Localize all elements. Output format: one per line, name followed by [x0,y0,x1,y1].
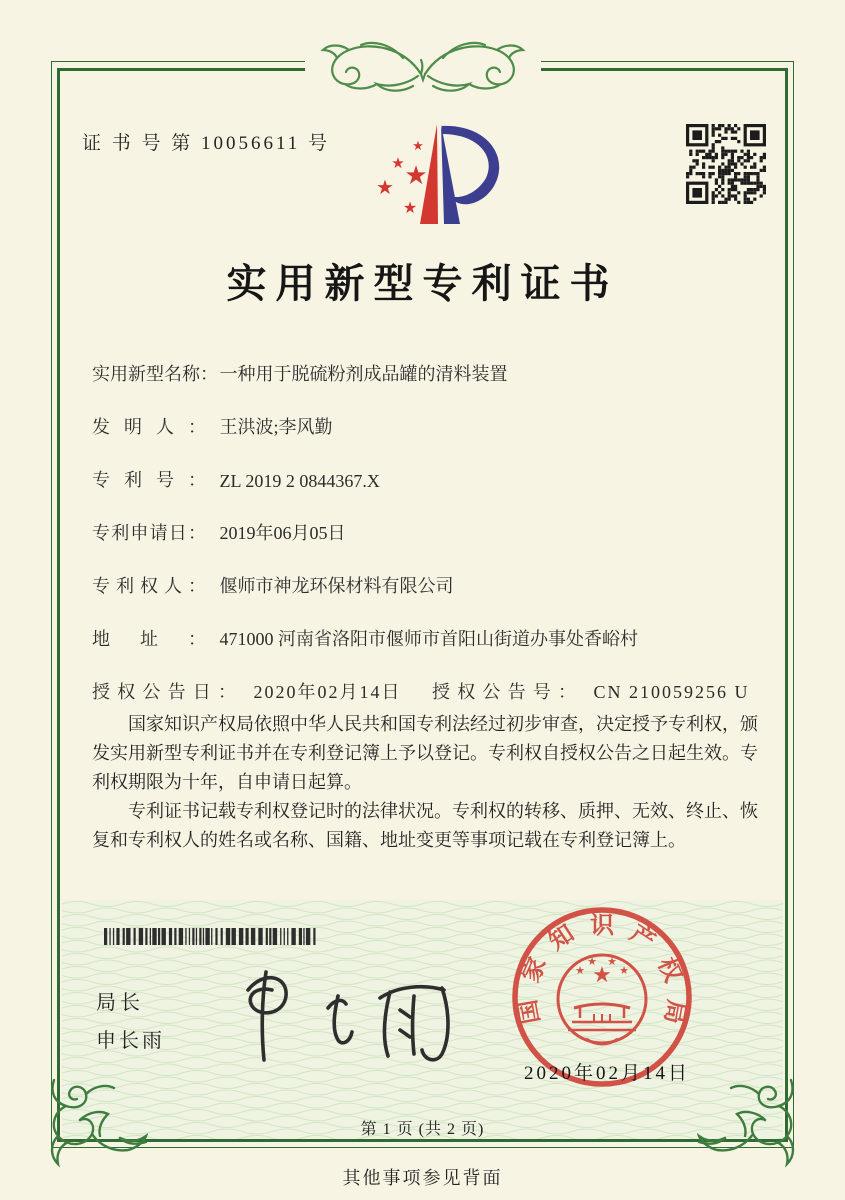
field-row [92,360,764,386]
field-row [92,466,764,492]
grant-date-label: 授权公告日： [92,682,238,702]
seal-date: 2020年02月14日 [524,1063,691,1084]
field-label: 专利权人： [92,576,206,596]
svg-text:★: ★ [412,138,424,153]
top-scroll-ornament [283,36,563,102]
field-row [92,413,764,439]
handwritten-signature [228,956,468,1068]
signer-title: 局长 [96,992,144,1014]
legal-paragraph-1: 国家知识产权局依照中华人民共和国专利法经过初步审查，决定授予专利权，颁发实用新型专利证书并在专利登记簿上予以登记。专利权自授权公告之日起生效。专利权期限为十年，自申请日起算。 [92,714,758,792]
field-label: 专利申请日： [92,523,206,543]
svg-text:★: ★ [376,177,394,199]
field-row [92,572,764,598]
certificate-number: 证 书 号 第 10056611 号 [82,133,331,154]
svg-text:权: 权 [652,953,686,987]
field-row [92,519,764,545]
qr-code [686,124,766,204]
legal-paragraph-2: 专利证书记载专利权登记时的法律状况。专利权的转移、质押、无效、终止、恢复和专利权人的姓名或名称、国籍、地址变更等事项记载在专利登记簿上。 [92,801,758,850]
grant-date-value: 2020年02月14日 [253,682,402,702]
svg-text:识: 识 [590,913,614,939]
svg-text:局: 局 [659,997,689,1026]
svg-text:★: ★ [402,200,418,217]
svg-text:★: ★ [404,161,428,190]
field-value: 偃师市神龙环保材料有限公司 [219,576,454,596]
cnipa-patent-logo-icon [358,118,508,232]
grant-number-label: 授权公告号： [432,682,578,702]
svg-text:★: ★ [587,956,597,968]
svg-text:国: 国 [515,997,545,1026]
field-label: 发明人： [92,417,206,437]
field-list [92,360,764,731]
svg-text:★: ★ [592,962,612,987]
field-value: 2019年06月05日 [219,523,346,543]
svg-text:知: 知 [544,920,580,956]
legal-text [92,710,758,855]
svg-text:★: ★ [607,956,617,968]
field-value: 王洪波;李风勤 [219,417,333,437]
field-value: 471000 河南省洛阳市偃师市首阳山街道办事处香峪村 [219,629,638,649]
svg-text:家: 家 [518,953,552,987]
grant-number-value: CN 210059256 U [593,682,750,702]
field-value: ZL 2019 2 0844367.X [219,471,380,491]
field-value: 一种用于脱硫粉剂成品罐的清料装置 [219,364,508,384]
field-row [92,625,764,651]
certificate-title: 实用新型专利证书 [226,261,619,306]
field-label: 地址： [92,629,206,649]
field-label: 专利号： [92,470,206,490]
barcode [104,928,320,945]
svg-text:产: 产 [624,920,660,956]
svg-text:★: ★ [391,156,405,172]
page-number: 第 1 页 (共 2 页) [360,1121,485,1138]
footer-note: 其他事项参见背面 [342,1168,503,1188]
svg-text:★: ★ [575,965,585,977]
signer-name: 申长雨 [96,1030,165,1052]
field-label: 实用新型名称： [92,364,218,384]
grant-row [92,678,764,704]
svg-text:★: ★ [619,965,629,977]
